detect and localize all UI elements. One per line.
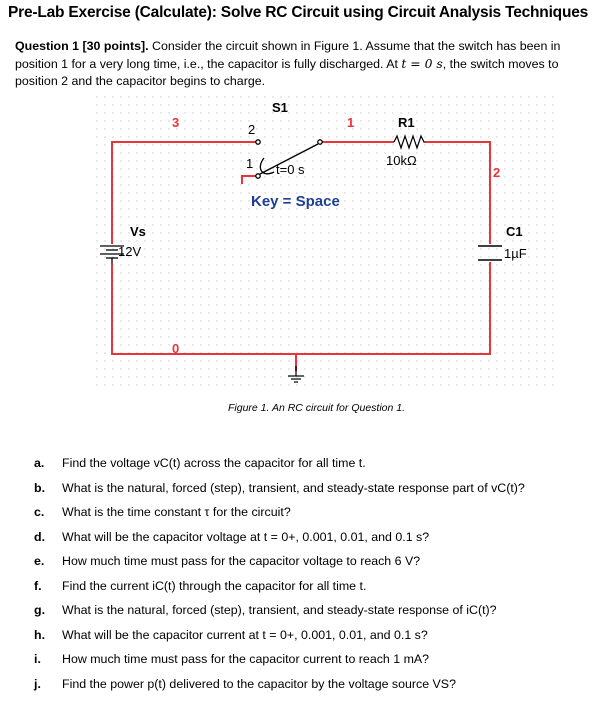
switch-name-label: S1 [272,100,288,115]
resistor-value-label: 10kΩ [386,153,417,168]
list-item [34,578,600,603]
switch-pos2-label: 2 [248,122,256,137]
switch-pos1-label: 1 [246,156,254,171]
node-2-label: 2 [493,165,501,180]
question-text-j: Find the power p(t) delivered to the capacitor by the voltage source VS? [62,676,456,691]
question-list [34,455,600,700]
question-text-i: How much time must pass for the capacitor current to reach 1 mA? [62,652,430,666]
node-0-label: 0 [172,341,180,356]
list-item [34,651,600,676]
question-text-g: What is the natural, forced (step), transient, and steady-state response of iC(t)? [62,603,497,617]
switch-contact-2 [256,140,260,144]
switch-time-label: t=0 s [276,162,305,177]
question-text-h: What will be the capacitor current at t = 0+, 0.001, 0.01, and 0.1 s? [62,627,428,642]
list-item [34,455,600,480]
question-label-e: e. [34,554,45,568]
cap-name-label: C1 [506,224,523,239]
question-label-f: f. [34,578,42,593]
source-value-label: 12V [118,244,142,259]
question-text-f: Find the current iC(t) through the capacitor for all time t. [62,578,367,593]
list-item [34,504,600,529]
key-hint-label: Key = Space [251,193,340,210]
question-label-d: d. [34,529,46,544]
intro-math-time: t = 0 s [401,56,443,71]
node-3-label: 3 [172,115,180,130]
question-label: Question 1 [30 points]. [15,39,149,53]
switch-contact-common [318,140,322,144]
intro-text-2: , the switch moves to position 2 and the capacitor begins to charge. [15,57,559,88]
question-intro [15,38,600,90]
list-item [34,529,600,554]
grid-background [96,96,556,386]
question-label-c: c. [34,505,45,519]
question-text-e: How much time must pass for the capacitor voltage to reach 6 V? [62,554,421,568]
resistor-name-label: R1 [398,115,415,130]
switch-contact-1 [256,174,260,178]
intro-text-1: Consider the circuit shown in Figure 1. Assume that the switch has been in position 1 for a very long time, i.e., the capacitor is fully discharged. At [15,39,561,71]
page-title: Pre-Lab Exercise (Calculate): Solve RC Circuit using Circuit Analysis Techniques [8,4,589,21]
question-label-j: j. [34,676,41,691]
source-name-label: Vs [130,224,146,239]
question-text-d: What will be the capacitor voltage at t = 0+, 0.001, 0.01, and 0.1 s? [62,529,430,544]
question-label-i: i. [34,652,41,666]
list-item [34,676,600,701]
node-1-label: 1 [347,115,355,130]
question-label-g: g. [34,603,46,617]
list-item [34,602,600,627]
question-text-b: What is the natural, forced (step), transient, and steady-state response part of vC(t)? [62,480,525,495]
circuit-figure [96,96,556,396]
list-item [34,627,600,652]
list-item [34,553,600,578]
question-label-a: a. [34,456,45,470]
list-item [34,480,600,505]
question-text-a: Find the voltage vC(t) across the capacitor for all time t. [62,456,366,470]
cap-value-label: 1µF [504,246,527,261]
question-text-c: What is the time constant τ for the circuit? [62,505,291,519]
question-label-b: b. [34,480,46,495]
question-label-h: h. [34,627,46,642]
figure-caption: Figure 1. An RC circuit for Question 1. [228,402,406,414]
